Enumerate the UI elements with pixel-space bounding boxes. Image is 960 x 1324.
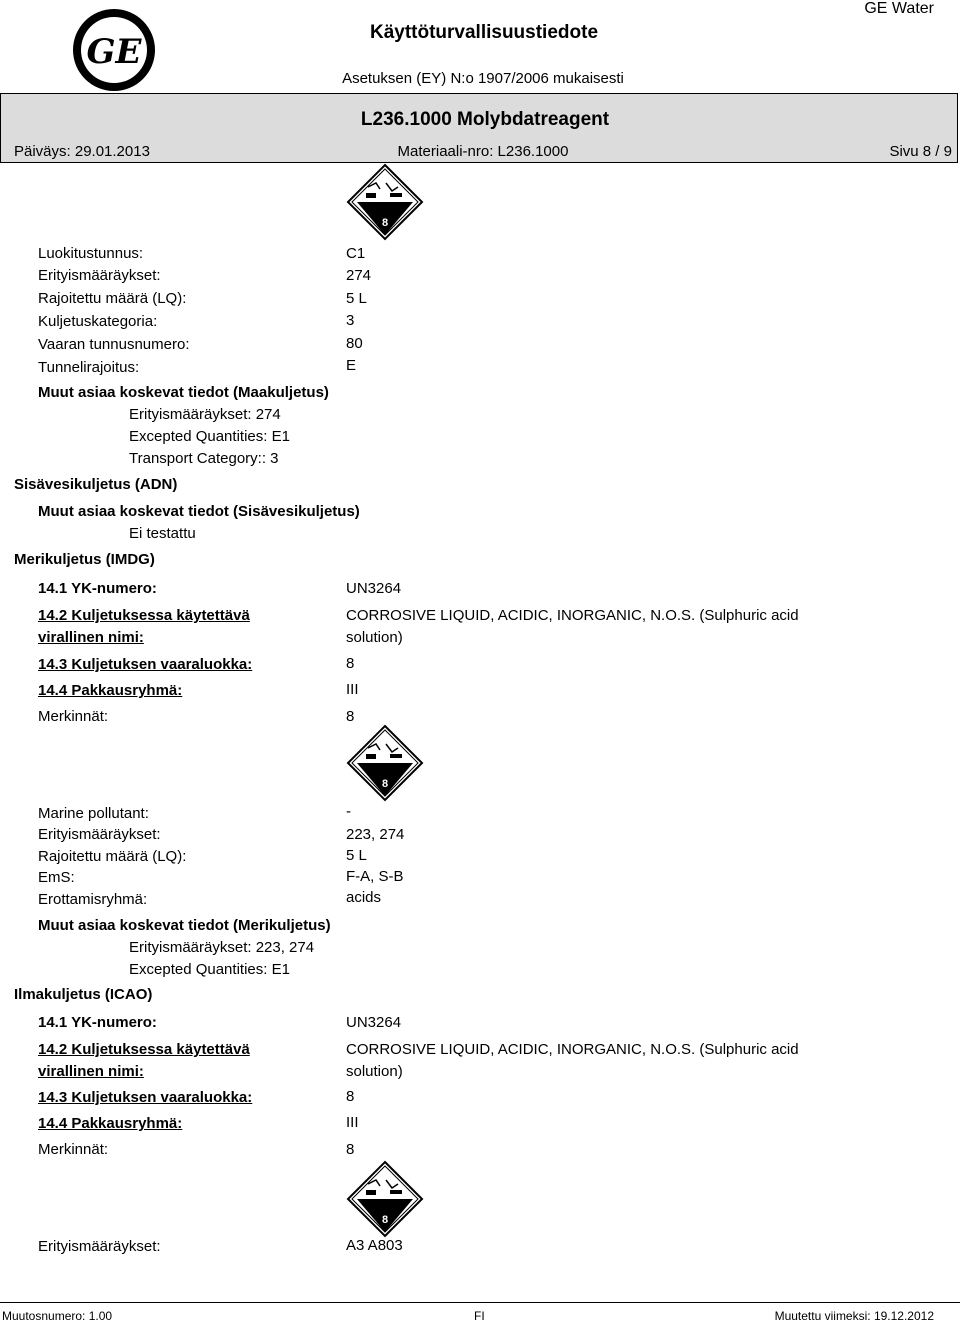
footer-updated: Muutettu viimeksi: 19.12.2012 — [774, 1309, 934, 1323]
document-title: Käyttöturvallisuustiedote — [369, 22, 599, 43]
icao-class-value: 8 — [346, 1088, 355, 1105]
product-name: L236.1000 Molybdatreagent — [360, 109, 610, 130]
imdg-label-lq: Rajoitettu määrä (LQ): — [38, 848, 187, 865]
icao-un-label: 14.1 YK-numero: — [38, 1014, 157, 1031]
road-value-classification: C1 — [346, 245, 366, 262]
corrosive-hazard-icon — [346, 1160, 424, 1238]
imdg-name-label-2: virallinen nimi: — [38, 629, 144, 646]
imdg-label-special: Erityismääräykset: — [38, 826, 161, 843]
road-value-tunnel: E — [346, 357, 357, 374]
road-other-line: Erityismääräykset: 274 — [129, 406, 281, 423]
icao-name-label: 14.2 Kuljetuksessa käytettävä — [38, 1041, 250, 1058]
road-value-hazard-id: 80 — [346, 335, 363, 352]
icao-class-label: 14.3 Kuljetuksen vaaraluokka: — [38, 1089, 253, 1106]
imdg-class-value: 8 — [346, 655, 355, 672]
imdg-class-label: 14.3 Kuljetuksen vaaraluokka: — [38, 656, 253, 673]
imdg-other-heading: Muut asiaa koskevat tiedot (Merikuljetus) — [38, 917, 331, 934]
svg-text:GE: GE — [86, 32, 142, 72]
svg-text:8: 8 — [381, 1214, 389, 1226]
icao-name-label-2: virallinen nimi: — [38, 1063, 144, 1080]
corrosive-hazard-icon — [346, 724, 424, 802]
road-label-special: Erityismääräykset: — [38, 267, 161, 284]
icao-name-value-2: solution) — [346, 1063, 403, 1080]
svg-text:8: 8 — [381, 217, 389, 229]
imdg-heading: Merikuljetus (IMDG) — [14, 551, 155, 568]
imdg-value-segregation: acids — [346, 889, 382, 906]
road-value-special: 274 — [346, 267, 372, 284]
road-value-lq: 5 L — [346, 290, 367, 307]
icao-heading: Ilmakuljetus (ICAO) — [14, 986, 153, 1003]
road-value-category: 3 — [346, 312, 355, 329]
road-label-tunnel: Tunnelirajoitus: — [38, 359, 140, 376]
svg-text:8: 8 — [381, 778, 389, 790]
imdg-value-ems: F-A, S-B — [346, 868, 404, 885]
icao-un-value: UN3264 — [346, 1014, 402, 1031]
road-label-hazard-id: Vaaran tunnusnumero: — [38, 336, 190, 353]
imdg-pg-value: III — [346, 681, 359, 698]
icao-pg-value: III — [346, 1114, 359, 1131]
imdg-un-value: UN3264 — [346, 580, 402, 597]
road-other-line: Excepted Quantities: E1 — [129, 428, 290, 445]
icao-marks-label: Merkinnät: — [38, 1141, 109, 1158]
adn-heading: Sisävesikuljetus (ADN) — [14, 476, 178, 493]
corrosive-hazard-icon — [346, 163, 424, 241]
imdg-label-segregation: Erottamisryhmä: — [38, 891, 148, 908]
regulation-text: Asetuksen (EY) N:o 1907/2006 mukaisesti — [342, 70, 624, 87]
material-number: Materiaali-nro: L236.1000 — [397, 143, 569, 160]
imdg-name-label: 14.2 Kuljetuksessa käytettävä — [38, 607, 250, 624]
imdg-pg-label: 14.4 Pakkausryhmä: — [38, 682, 183, 699]
imdg-label-ems: EmS: — [38, 869, 75, 886]
icao-special-value: A3 A803 — [346, 1237, 403, 1254]
icao-special-label: Erityismääräykset: — [38, 1238, 161, 1255]
adn-other-line: Ei testattu — [129, 525, 196, 542]
footer-revision: Muutosnumero: 1.00 — [2, 1309, 113, 1323]
imdg-other-line: Excepted Quantities: E1 — [129, 961, 290, 978]
icao-pg-label: 14.4 Pakkausryhmä: — [38, 1115, 183, 1132]
icao-marks-value: 8 — [346, 1141, 355, 1158]
imdg-marks-value: 8 — [346, 708, 355, 725]
footer-language: FI — [474, 1309, 485, 1323]
imdg-name-value-2: solution) — [346, 629, 403, 646]
date-text: Päiväys: 29.01.2013 — [14, 143, 150, 160]
footer-divider — [0, 1302, 960, 1303]
icao-name-value: CORROSIVE LIQUID, ACIDIC, INORGANIC, N.O.S. (Sulphuric acid — [346, 1041, 799, 1058]
imdg-value-special: 223, 274 — [346, 826, 405, 843]
road-label-lq: Rajoitettu määrä (LQ): — [38, 290, 187, 307]
page-number: Sivu 8 / 9 — [889, 143, 952, 160]
imdg-value-marine-pollutant: - — [346, 803, 351, 820]
road-other-line: Transport Category:: 3 — [129, 450, 279, 467]
imdg-name-value: CORROSIVE LIQUID, ACIDIC, INORGANIC, N.O.S. (Sulphuric acid — [346, 607, 799, 624]
adn-other-heading: Muut asiaa koskevat tiedot (Sisävesikuljetus) — [38, 503, 360, 520]
imdg-other-line: Erityismääräykset: 223, 274 — [129, 939, 315, 956]
imdg-marks-label: Merkinnät: — [38, 708, 109, 725]
imdg-label-marine-pollutant: Marine pollutant: — [38, 805, 149, 822]
company-name: GE Water — [864, 0, 934, 17]
road-label-category: Kuljetuskategoria: — [38, 313, 158, 330]
imdg-un-label: 14.1 YK-numero: — [38, 580, 157, 597]
road-label-classification: Luokitustunnus: — [38, 245, 144, 262]
imdg-value-lq: 5 L — [346, 847, 367, 864]
road-other-heading: Muut asiaa koskevat tiedot (Maakuljetus) — [38, 384, 329, 401]
